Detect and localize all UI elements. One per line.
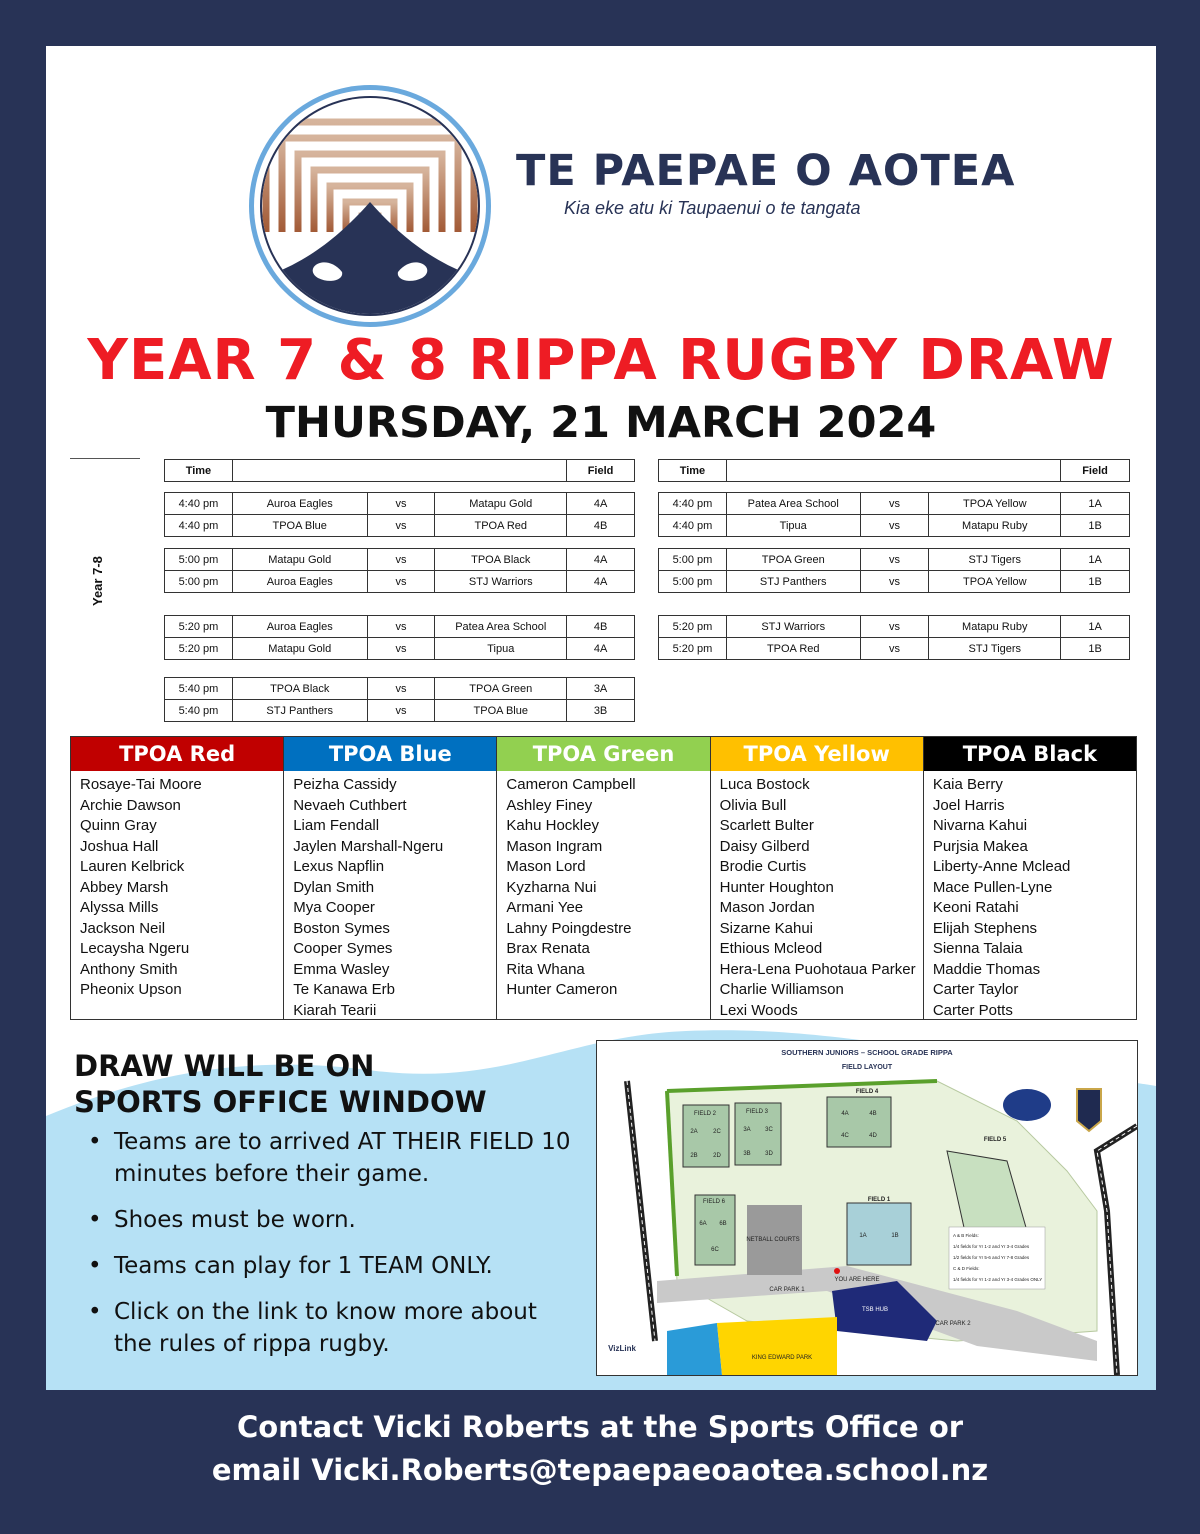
- sharks-badge: [1077, 1089, 1101, 1131]
- bullet-text: Teams are to arrived AT THEIR FIELD 10 minutes before their game.: [114, 1129, 571, 1187]
- pitch-label: 2D: [713, 1153, 721, 1159]
- player-name: Quinn Gray: [80, 817, 157, 834]
- player-list: [284, 771, 496, 1021]
- match-field: 1A: [1061, 549, 1130, 571]
- match-time: 5:00 pm: [165, 549, 233, 571]
- pitch-label: 3D: [765, 1151, 773, 1157]
- match-row: [165, 678, 635, 700]
- info-bullet[interactable]: [84, 1296, 574, 1360]
- draw-block-right-2: [658, 548, 1130, 593]
- match-away: Tipua: [435, 638, 567, 660]
- player-name: Abbey Marsh: [80, 878, 169, 896]
- match-row: [659, 616, 1130, 638]
- team-column: [924, 737, 1136, 1019]
- match-vs: vs: [367, 549, 435, 571]
- player-name: Charlie Williamson: [719, 981, 844, 998]
- player-name: Cooper Symes: [293, 940, 393, 957]
- match-field: 4A: [567, 638, 635, 660]
- player-name: Lahny Poingdestre: [506, 919, 632, 937]
- divider: [70, 458, 140, 459]
- player-name: Anthony Smith: [80, 960, 178, 978]
- bullet-text: Shoes must be worn.: [114, 1207, 356, 1233]
- footer-line1: Contact Vicki Roberts at the Sports Office or: [236, 1410, 964, 1444]
- match-time: 5:00 pm: [659, 571, 727, 593]
- legend-line: 1/2 fields for Yr 5-6 and Yr 7-8 Grades: [953, 1255, 1030, 1260]
- legend-line: 1/4 fields for Yr 1-2 and Yr 3-4 Grades ONLY: [953, 1277, 1043, 1282]
- player-list: [924, 771, 1136, 1021]
- col-time: Time: [659, 460, 727, 482]
- draw-header-left: [164, 459, 635, 482]
- label-field-4: FIELD 4: [855, 1089, 879, 1095]
- match-field: 3B: [567, 700, 635, 722]
- match-vs: vs: [860, 616, 929, 638]
- player-name: Alyssa Mills: [80, 899, 159, 916]
- label-field-2: FIELD 2: [693, 1111, 717, 1117]
- pitch-label: 2C: [713, 1129, 721, 1135]
- pitch-label: 6B: [719, 1221, 727, 1227]
- match-away: TPOA Green: [435, 678, 567, 700]
- match-away: Matapu Ruby: [929, 515, 1061, 537]
- label-field-5: FIELD 5: [983, 1137, 1007, 1143]
- player-name: Kaia Berry: [932, 776, 1003, 793]
- info-heading-line1: DRAW WILL BE ON: [74, 1049, 375, 1083]
- match-field: 4A: [567, 571, 635, 593]
- team-name: TPOA Green: [497, 737, 709, 771]
- player-name: Rita Whana: [506, 960, 585, 978]
- match-time: 5:40 pm: [165, 700, 233, 722]
- pitch-label: 4A: [841, 1111, 849, 1117]
- match-vs: vs: [367, 571, 435, 593]
- label-you-are-here: YOU ARE HERE: [834, 1277, 880, 1283]
- player-name: Lauren Kelbrick: [80, 858, 185, 875]
- footer: [0, 1390, 1200, 1534]
- bullet-text: Teams can play for 1 TEAM ONLY.: [114, 1253, 493, 1279]
- bullet-icon: •: [88, 1207, 102, 1233]
- team-name: TPOA Black: [924, 737, 1136, 771]
- player-name: Jackson Neil: [80, 919, 166, 937]
- player-list: [711, 771, 923, 1021]
- match-home: Matapu Gold: [232, 549, 367, 571]
- pitch-label: 3C: [765, 1127, 773, 1133]
- player-name: Hunter Cameron: [506, 981, 618, 998]
- player-name: Kahu Hockley: [506, 817, 599, 834]
- player-name: Liam Fendall: [293, 817, 380, 834]
- legend-line: C & D Fields:: [953, 1266, 980, 1271]
- match-time: 5:20 pm: [165, 616, 233, 638]
- pitch-label: 4C: [841, 1133, 849, 1139]
- match-row: [659, 549, 1130, 571]
- match-field: 1A: [1061, 493, 1130, 515]
- match-vs: vs: [367, 678, 435, 700]
- pitch-label: 2B: [690, 1153, 698, 1159]
- match-away: TPOA Yellow: [929, 571, 1061, 593]
- label-field-3: FIELD 3: [745, 1109, 769, 1115]
- match-time: 4:40 pm: [165, 493, 233, 515]
- pitch-label: 3B: [743, 1151, 751, 1157]
- you-are-here-marker: [834, 1268, 840, 1274]
- player-name: Emma Wasley: [293, 960, 390, 978]
- team-column: [497, 737, 710, 1019]
- team-column: [284, 737, 497, 1019]
- match-time: 4:40 pm: [659, 515, 727, 537]
- player-name: Mason Lord: [506, 858, 586, 875]
- player-name: Ethious Mcleod: [719, 940, 823, 957]
- team-name: TPOA Yellow: [711, 737, 923, 771]
- player-name: Scarlett Bulter: [719, 817, 814, 834]
- match-row: [165, 515, 635, 537]
- match-row: [165, 638, 635, 660]
- match-time: 4:40 pm: [659, 493, 727, 515]
- label-vizlink: VizLink: [608, 1344, 636, 1353]
- match-away: TPOA Black: [435, 549, 567, 571]
- match-away: STJ Warriors: [435, 571, 567, 593]
- legend-line: A & B Fields:: [953, 1233, 979, 1238]
- player-name: Sizarne Kahui: [719, 919, 814, 937]
- player-name: Te Kanawa Erb: [293, 981, 395, 998]
- match-vs: vs: [860, 549, 929, 571]
- draw-block-right-1: [658, 492, 1130, 537]
- match-home: Matapu Gold: [232, 638, 367, 660]
- col-match: [726, 460, 1060, 482]
- field-layout-map[interactable]: [596, 1040, 1138, 1376]
- player-name: Kiarah Tearii: [293, 1001, 377, 1019]
- player-name: Ashley Finey: [506, 796, 593, 814]
- player-name: Jaylen Marshall-Ngeru: [293, 837, 444, 855]
- match-time: 5:20 pm: [165, 638, 233, 660]
- org-name: TE PAEPAE O AOTEA: [516, 146, 1016, 196]
- player-name: Hera-Lena Puohotaua Parker: [719, 960, 916, 978]
- player-name: Kyzharna Nui: [506, 878, 597, 896]
- draw-block-left-1: [164, 492, 635, 537]
- match-vs: vs: [367, 700, 435, 722]
- match-vs: vs: [860, 493, 929, 515]
- player-name: Cameron Campbell: [506, 776, 636, 793]
- player-name: Mace Pullen-Lyne: [932, 878, 1053, 896]
- player-name: Boston Symes: [293, 919, 390, 937]
- match-time: 5:20 pm: [659, 638, 727, 660]
- match-time: 5:20 pm: [659, 616, 727, 638]
- label-field-6: FIELD 6: [702, 1199, 726, 1205]
- pitch-label: 6C: [711, 1247, 719, 1253]
- match-away: STJ Tigers: [929, 638, 1061, 660]
- player-name: Keoni Ratahi: [932, 899, 1019, 916]
- bullet-text: Click on the link to know more about the rules of rippa rugby.: [114, 1299, 537, 1357]
- match-field: 1B: [1061, 571, 1130, 593]
- col-time: Time: [165, 460, 233, 482]
- southern-rfc-badge: [1003, 1089, 1051, 1121]
- match-home: TPOA Green: [726, 549, 860, 571]
- label-car-park-2: CAR PARK 2: [935, 1321, 971, 1327]
- draw-block-right-3: [658, 615, 1130, 660]
- pitch-label: 6A: [699, 1221, 707, 1227]
- player-name: Sienna Talaia: [932, 940, 1023, 957]
- match-away: Matapu Ruby: [929, 616, 1061, 638]
- player-name: Carter Taylor: [932, 981, 1019, 998]
- match-row: [165, 493, 635, 515]
- match-vs: vs: [367, 638, 435, 660]
- match-field: 4A: [567, 493, 635, 515]
- player-name: Archie Dawson: [80, 796, 181, 814]
- player-name: Lexi Woods: [719, 1001, 798, 1019]
- player-name: Joshua Hall: [80, 837, 159, 855]
- match-away: Matapu Gold: [435, 493, 567, 515]
- player-name: Luca Bostock: [719, 776, 810, 793]
- player-name: Nevaeh Cuthbert: [293, 796, 407, 814]
- player-name: Joel Harris: [932, 796, 1005, 814]
- bullet-icon: •: [88, 1129, 102, 1155]
- org-motto: Kia eke atu ki Taupaenui o te tangata: [564, 198, 861, 218]
- match-row: [165, 549, 635, 571]
- match-field: 1B: [1061, 638, 1130, 660]
- player-name: Liberty-Anne Mclead: [932, 858, 1071, 875]
- pitch-label: 1A: [859, 1233, 867, 1239]
- player-name: Peizha Cassidy: [293, 776, 397, 793]
- match-home: Auroa Eagles: [232, 571, 367, 593]
- player-name: Brax Renata: [506, 940, 590, 957]
- footer-line2[interactable]: email Vicki.Roberts@tepaepaeoaotea.school.nz: [211, 1453, 989, 1487]
- player-name: Lecaysha Ngeru: [80, 940, 190, 957]
- pitch-label: 1B: [891, 1233, 899, 1239]
- pitch-label: 3A: [743, 1127, 751, 1133]
- map-drawing: [597, 1041, 1137, 1375]
- match-away: TPOA Red: [435, 515, 567, 537]
- match-away: TPOA Yellow: [929, 493, 1061, 515]
- player-name: Mason Jordan: [719, 899, 815, 916]
- year-group-label: Year 7-8: [90, 556, 105, 606]
- match-vs: vs: [860, 515, 929, 537]
- match-home: Patea Area School: [726, 493, 860, 515]
- match-row: [659, 571, 1130, 593]
- match-field: 3A: [567, 678, 635, 700]
- match-away: TPOA Blue: [435, 700, 567, 722]
- team-name: TPOA Red: [71, 737, 283, 771]
- player-name: Mya Cooper: [293, 899, 375, 916]
- poster: [46, 46, 1156, 1390]
- team-name: TPOA Blue: [284, 737, 496, 771]
- label-king-edward-park: KING EDWARD PARK: [751, 1355, 813, 1361]
- match-vs: vs: [367, 616, 435, 638]
- pitch-label: 4D: [869, 1133, 877, 1139]
- match-home: Auroa Eagles: [232, 616, 367, 638]
- player-name: Dylan Smith: [293, 878, 375, 896]
- match-vs: vs: [367, 515, 435, 537]
- match-time: 5:00 pm: [165, 571, 233, 593]
- match-home: Tipua: [726, 515, 860, 537]
- info-heading-line2: SPORTS OFFICE WINDOW: [74, 1085, 487, 1119]
- info-bullet: [84, 1126, 574, 1190]
- match-home: TPOA Black: [232, 678, 367, 700]
- player-name: Olivia Bull: [719, 796, 787, 814]
- match-away: STJ Tigers: [929, 549, 1061, 571]
- info-list: [84, 1126, 574, 1374]
- col-field: Field: [567, 460, 635, 482]
- player-name: Purjsia Makea: [932, 837, 1028, 855]
- player-name: Hunter Houghton: [719, 878, 834, 896]
- player-name: Elijah Stephens: [932, 919, 1038, 937]
- player-name: Daisy Gilberd: [719, 837, 810, 855]
- info-bullet: [84, 1204, 574, 1236]
- team-lists: [70, 736, 1137, 1020]
- player-name: Nivarna Kahui: [932, 817, 1028, 834]
- draw-block-left-4: [164, 677, 635, 722]
- label-field-1: FIELD 1: [867, 1197, 891, 1203]
- match-vs: vs: [860, 638, 929, 660]
- match-away: Patea Area School: [435, 616, 567, 638]
- draw-block-left-3: [164, 615, 635, 660]
- match-vs: vs: [367, 493, 435, 515]
- label-tsb-hub: TSB HUB: [861, 1307, 889, 1313]
- match-vs: vs: [860, 571, 929, 593]
- player-list: [497, 771, 709, 1001]
- match-home: Auroa Eagles: [232, 493, 367, 515]
- page-title: YEAR 7 & 8 RIPPA RUGBY DRAW: [87, 328, 1115, 393]
- match-home: TPOA Red: [726, 638, 860, 660]
- player-list: [71, 771, 283, 1001]
- match-home: STJ Panthers: [232, 700, 367, 722]
- bullet-icon: •: [88, 1299, 102, 1325]
- match-row: [165, 616, 635, 638]
- match-row: [659, 638, 1130, 660]
- event-date: THURSDAY, 21 MARCH 2024: [265, 398, 937, 448]
- map-title: SOUTHERN JUNIORS – SCHOOL GRADE RIPPA: [781, 1048, 953, 1057]
- match-time: 4:40 pm: [165, 515, 233, 537]
- match-field: 4B: [567, 515, 635, 537]
- info-bullet: [84, 1250, 574, 1282]
- player-name: Carter Potts: [932, 1001, 1013, 1019]
- match-time: 5:00 pm: [659, 549, 727, 571]
- player-name: Rosaye-Tai Moore: [80, 776, 202, 793]
- match-row: [659, 493, 1130, 515]
- match-home: STJ Panthers: [726, 571, 860, 593]
- match-home: TPOA Blue: [232, 515, 367, 537]
- player-name: Maddie Thomas: [932, 960, 1041, 978]
- info-heading: [74, 1048, 487, 1120]
- team-column: [71, 737, 284, 1019]
- legend-line: 1/4 fields for Yr 1-2 and Yr 3-4 Grades: [953, 1244, 1030, 1249]
- match-field: 4B: [567, 616, 635, 638]
- pitch-label: 4B: [869, 1111, 877, 1117]
- player-name: Pheonix Upson: [80, 981, 182, 998]
- col-match: [232, 460, 566, 482]
- player-name: Lexus Napflin: [293, 858, 385, 875]
- match-field: 1A: [1061, 616, 1130, 638]
- draw-block-left-2: [164, 548, 635, 593]
- match-row: [165, 700, 635, 722]
- pitch-label: 2A: [690, 1129, 698, 1135]
- match-field: 1B: [1061, 515, 1130, 537]
- player-name: Mason Ingram: [506, 837, 603, 855]
- school-logo: [246, 82, 494, 330]
- match-row: [659, 515, 1130, 537]
- player-name: Brodie Curtis: [719, 858, 807, 875]
- col-field: Field: [1061, 460, 1130, 482]
- team-column: [711, 737, 924, 1019]
- match-field: 4A: [567, 549, 635, 571]
- draw-header-right: [658, 459, 1130, 482]
- player-name: Armani Yee: [506, 899, 584, 916]
- match-time: 5:40 pm: [165, 678, 233, 700]
- match-home: STJ Warriors: [726, 616, 860, 638]
- label-netball: NETBALL COURTS: [746, 1237, 800, 1243]
- label-car-park-1: CAR PARK 1: [769, 1287, 805, 1293]
- match-row: [165, 571, 635, 593]
- map-subtitle: FIELD LAYOUT: [841, 1064, 893, 1071]
- bullet-icon: •: [88, 1253, 102, 1279]
